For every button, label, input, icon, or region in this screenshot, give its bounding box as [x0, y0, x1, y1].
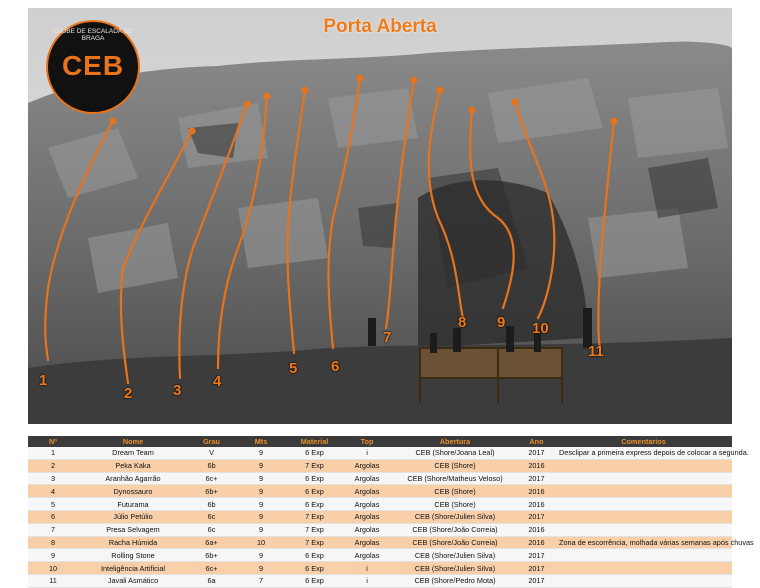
cell-material: 6 Exp — [287, 447, 342, 459]
table-row — [28, 472, 732, 485]
route-number-10: 10 — [532, 320, 549, 337]
route-number-2: 2 — [124, 385, 133, 402]
cell-nome: Presa Selvagem — [78, 523, 188, 536]
cell-n: 8 — [28, 536, 78, 549]
cell-abertura: CEB (Shore) — [392, 459, 518, 472]
page-title: Porta Aberta — [323, 16, 437, 37]
route-number-5: 5 — [289, 360, 298, 377]
cell-nome: Júlio Petúlio — [78, 510, 188, 523]
cell-nome: Rolling Stone — [78, 549, 188, 562]
col-header: Grau — [188, 436, 235, 447]
cell-nome: Racha Húmida — [78, 536, 188, 549]
cell-grau: 6a — [188, 574, 235, 587]
table-header-row — [28, 436, 732, 447]
col-header: Nome — [78, 436, 188, 447]
cell-comentarios — [555, 574, 732, 587]
cell-grau: 6c+ — [188, 562, 235, 575]
cell-grau: 6c — [188, 510, 235, 523]
cell-top: Argolas — [342, 472, 392, 485]
logo-text: CEB — [61, 50, 125, 81]
cell-material: 6 Exp — [287, 549, 342, 562]
cell-top: Argolas — [342, 549, 392, 562]
cell-material: 6 Exp — [287, 562, 342, 575]
route-number-4: 4 — [213, 373, 222, 390]
cell-comentarios — [555, 549, 732, 562]
cell-nome: Javali Asmático — [78, 574, 188, 587]
col-header: Material — [287, 436, 342, 447]
cell-ano: 2017 — [518, 510, 555, 523]
table-row — [28, 498, 732, 511]
route-number-7: 7 — [383, 329, 392, 346]
route-number-8: 8 — [458, 314, 467, 331]
cell-ano: 2017 — [518, 447, 555, 459]
cell-mts: 9 — [235, 523, 287, 536]
cell-ano: 2017 — [518, 472, 555, 485]
cell-n: 6 — [28, 510, 78, 523]
cell-n: 3 — [28, 472, 78, 485]
cell-material: 6 Exp — [287, 472, 342, 485]
cell-material: 7 Exp — [287, 459, 342, 472]
table-row — [28, 485, 732, 498]
cell-n: 4 — [28, 485, 78, 498]
cell-mts: 7 — [235, 574, 287, 587]
cell-nome: Dynossauro — [78, 485, 188, 498]
cell-ano: 2017 — [518, 549, 555, 562]
col-header: Comentarios — [555, 436, 732, 447]
cell-ano: 2016 — [518, 459, 555, 472]
cell-n: 1 — [28, 447, 78, 459]
cell-ano: 2017 — [518, 574, 555, 587]
cell-abertura: CEB (Shore/Pedro Mota) — [392, 574, 518, 587]
cell-top: i — [342, 574, 392, 587]
col-header: Ano — [518, 436, 555, 447]
cell-top: Argolas — [342, 536, 392, 549]
cell-nome: Peka Kaka — [78, 459, 188, 472]
cell-mts: 9 — [235, 562, 287, 575]
club-logo — [46, 20, 140, 114]
cell-mts: 9 — [235, 485, 287, 498]
table-row — [28, 510, 732, 523]
cell-top: i — [342, 447, 392, 459]
cell-top: i — [342, 562, 392, 575]
cell-n: 2 — [28, 459, 78, 472]
cell-nome: Aranhão Agarrão — [78, 472, 188, 485]
cell-grau: 6b+ — [188, 549, 235, 562]
col-header: Nº — [28, 436, 78, 447]
cell-ano: 2016 — [518, 485, 555, 498]
table-row — [28, 549, 732, 562]
cell-material: 7 Exp — [287, 536, 342, 549]
cell-nome: Inteligência Artificial — [78, 562, 188, 575]
cell-ano: 2016 — [518, 536, 555, 549]
cell-n: 9 — [28, 549, 78, 562]
cell-n: 5 — [28, 498, 78, 511]
cell-mts: 9 — [235, 447, 287, 459]
cell-top: Argolas — [342, 510, 392, 523]
cell-nome: Dream Team — [78, 447, 188, 459]
cell-material: 6 Exp — [287, 574, 342, 587]
routes-table — [28, 436, 754, 588]
cell-ano: 2017 — [518, 562, 555, 575]
table-row — [28, 447, 732, 459]
route-number-9: 9 — [497, 314, 506, 331]
table-row — [28, 523, 732, 536]
cell-comentarios — [555, 523, 732, 536]
cell-abertura: CEB (Shore/Joana Leal) — [392, 447, 518, 459]
cell-material: 7 Exp — [287, 523, 342, 536]
cell-abertura: CEB (Shore/Matheus Veloso) — [392, 472, 518, 485]
cell-comentarios — [555, 485, 732, 498]
cell-grau: 6c — [188, 523, 235, 536]
cell-abertura: CEB (Shore/João Correia) — [392, 523, 518, 536]
cell-material: 7 Exp — [287, 510, 342, 523]
route-number-1: 1 — [39, 372, 48, 389]
cell-comentarios — [555, 498, 732, 511]
cell-mts: 9 — [235, 459, 287, 472]
cell-n: 10 — [28, 562, 78, 575]
cell-abertura: CEB (Shore/João Correia) — [392, 536, 518, 549]
cell-mts: 9 — [235, 498, 287, 511]
cell-abertura: CEB (Shore/Julien Silva) — [392, 562, 518, 575]
route-number-11: 11 — [588, 343, 604, 360]
cell-ano: 2016 — [518, 523, 555, 536]
cell-material: 6 Exp — [287, 485, 342, 498]
cell-abertura: CEB (Shore) — [392, 485, 518, 498]
table-row — [28, 536, 732, 549]
cell-comentarios — [555, 562, 732, 575]
cell-grau: 6b — [188, 498, 235, 511]
cell-abertura: CEB (Shore) — [392, 498, 518, 511]
cell-nome: Futurama — [78, 498, 188, 511]
cell-mts: 9 — [235, 510, 287, 523]
route-number-3: 3 — [173, 382, 182, 399]
table-row — [28, 574, 732, 587]
cell-material: 6 Exp — [287, 498, 342, 511]
cell-top: Argolas — [342, 459, 392, 472]
cell-grau: 6c+ — [188, 472, 235, 485]
cell-comentarios — [555, 510, 732, 523]
cell-top: Argolas — [342, 523, 392, 536]
cell-comentarios — [555, 472, 732, 485]
cell-top: Argolas — [342, 498, 392, 511]
cell-grau: 6b+ — [188, 485, 235, 498]
cell-grau: 6a+ — [188, 536, 235, 549]
cell-comentarios: Desclipar a primeira express depois de colocar a segunda. — [555, 447, 732, 459]
cell-n: 11 — [28, 574, 78, 587]
cell-mts: 9 — [235, 549, 287, 562]
cell-n: 7 — [28, 523, 78, 536]
cell-grau: 6b — [188, 459, 235, 472]
route-number-6: 6 — [331, 358, 340, 375]
cell-top: Argolas — [342, 485, 392, 498]
cell-ano: 2016 — [518, 498, 555, 511]
col-header: Abertura — [392, 436, 518, 447]
cell-mts: 10 — [235, 536, 287, 549]
col-header: Mts — [235, 436, 287, 447]
logo-ring-text: CLUBE DE ESCALADA DE BRAGA — [53, 28, 133, 42]
cell-grau: V — [188, 447, 235, 459]
col-header: Top — [342, 436, 392, 447]
table-row — [28, 459, 732, 472]
cell-abertura: CEB (Shore/Julien Silva) — [392, 549, 518, 562]
cell-abertura: CEB (Shore/Julien Silva) — [392, 510, 518, 523]
table-row — [28, 562, 732, 575]
cell-mts: 9 — [235, 472, 287, 485]
cell-comentarios — [555, 459, 732, 472]
cell-comentarios: Zona de escorrência, molhada várias semanas após chuvas — [555, 536, 732, 549]
